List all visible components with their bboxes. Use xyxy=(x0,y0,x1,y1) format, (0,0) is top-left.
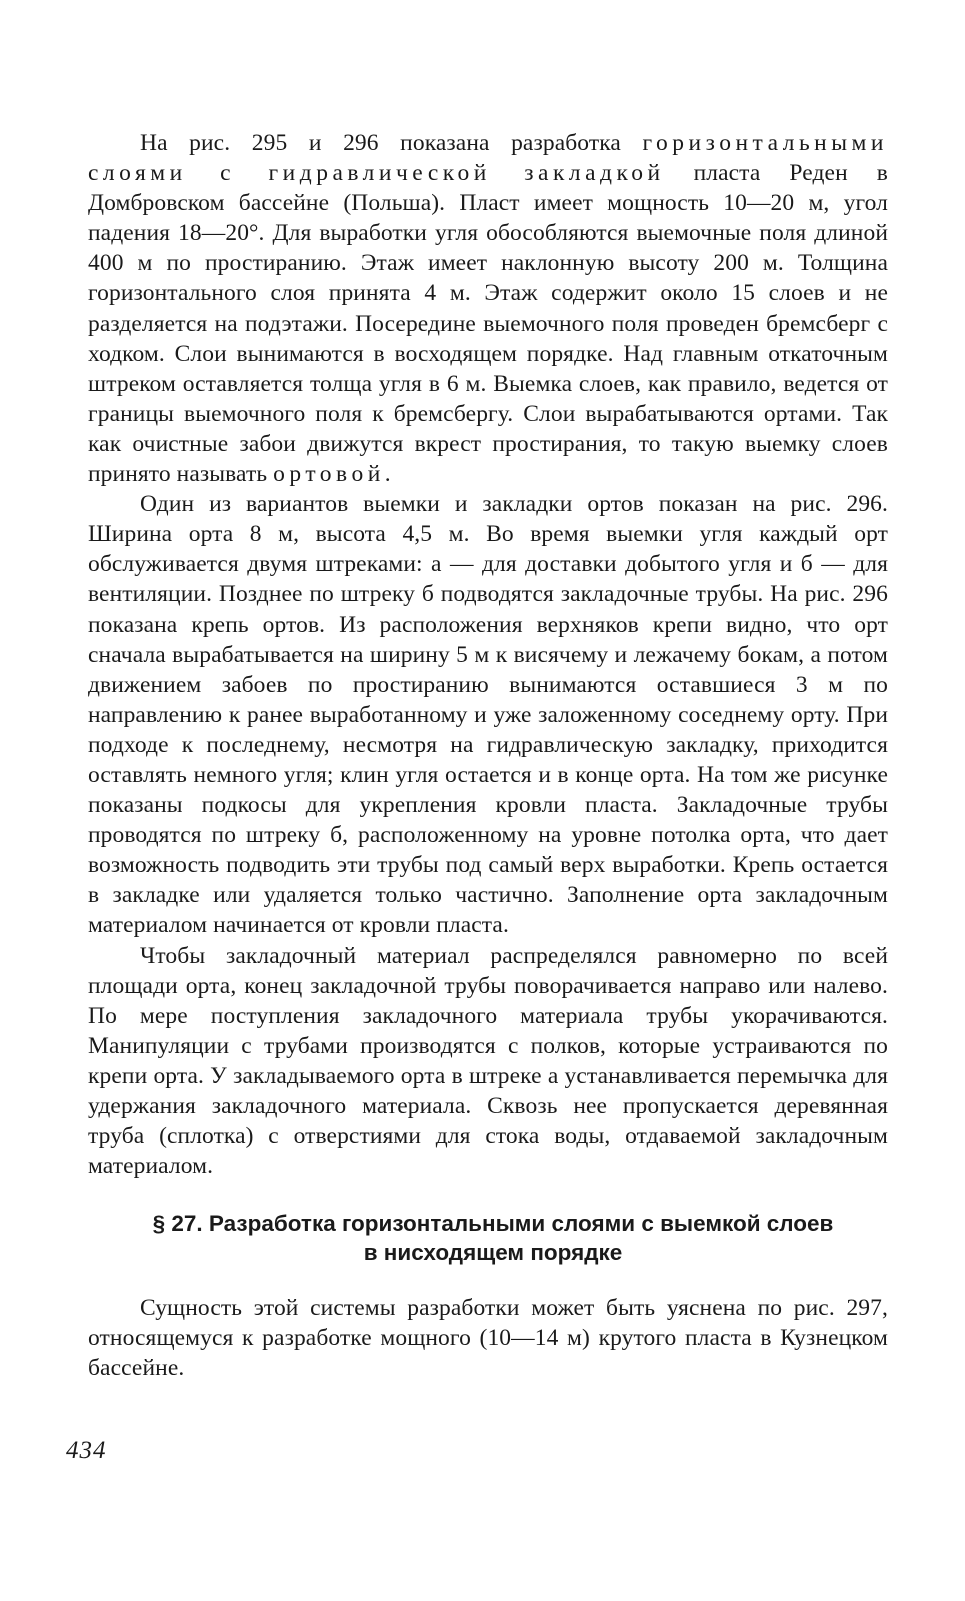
section-heading-line-1: § 27. Разработка горизонтальными слоями с выемкой слоев xyxy=(152,1211,834,1237)
page-body xyxy=(88,128,888,1384)
paragraph-3: Чтобы закладочный материал распределялся равномерно по всей площади орта, конец закладочной трубы поворачивается направо или налево. По мере поступления закладочного материала трубы укорачиваются. Манипуляции с трубами производятся с полков, которые устраиваются по крепи орта. У закладываемого орта в штреке а устанавливается перемычка для удержания закладочного материала. Сквозь нее пропускается деревянная труба (сплотка) с отверстиями для стока воды, отдаваемой закладочным материалом. xyxy=(88,942,888,1180)
paragraph-4: Сущность этой системы разработки может быть уяснена по рис. 297, относящемуся к разработке мощного (10—14 м) крутого пласта в Кузнецком бассейне. xyxy=(88,1295,888,1382)
paragraph-1-text-e: . xyxy=(384,461,391,488)
page-number: 434 xyxy=(66,1437,107,1464)
paragraph-2: Один из вариантов выемки и закладки ортов показан на рис. 296. Ширина орта 8 м, высота 4,5 м. Во время выемки угля каждый орт обслуживается двумя штреками: а — для доставки добытого угля и б — для вентиляции. Позднее по штреку б подводятся закладочные трубы. На рис. 296 показана крепь ортов. Из расположения верхняков крепи видно, что орт сначала вырабатывается на ширину 5 м к висячему и лежачему бокам, а потом движением забоев по простиранию вынимаются оставшиеся 3 м по направлению к ранее выработанному и уже заложенному соседнему орту. При подходе к последнему, несмотря на гидравлическую закладку, приходится оставлять немного угля; клин угля остается и в конце орта. На том же рисунке показаны подкосы для укрепления кровли пласта. Закладочные трубы проводятся по штреку б, расположенному на уровне потолка орта, что дает возможность подводить эти трубы под самый верх выработки. Крепь остается в закладке или удаляется только частично. Заполнение орта закладочным материалом начинается от кровли пласта. xyxy=(88,491,888,939)
emphasized-term-horizontal-layers: горизонтальными слоями с гидравлической закладкой xyxy=(88,130,888,187)
section-heading-line-2: в нисходящем порядке xyxy=(363,1240,623,1266)
paragraph-1-text-c: пласта Реден в Домбровском бассейне (Польша). Пласт имеет мощность 10—20 м, угол падения 18—20°. Для выработки угля обособляются выемочные поля длиной 400 м по простиранию. Этаж имеет наклонную высоту 200 м. Толщина горизонтального слоя принята 4 м. Этаж содержит около 15 слоев и не разделяется на подэтажи. Посередине выемочного поля проведен бремсберг с ходком. Слои вынимаются в восходящем порядке. Над главным откаточным штреком оставляется толща угля в 6 м. Выемка слоев, как правило, ведется от границы выемочного поля к бремсбергу. Слои вырабатываются ортами. Так как очистные забои движутся вкрест простирания, то такую выемку слоев принято называть xyxy=(88,160,889,488)
paragraph-1-text-a: На рис. 295 и 296 показана разработка xyxy=(140,130,643,156)
paragraph-1 xyxy=(88,128,888,489)
section-heading xyxy=(88,1209,888,1267)
emphasized-term-ortovoy: ортовой xyxy=(273,461,385,488)
